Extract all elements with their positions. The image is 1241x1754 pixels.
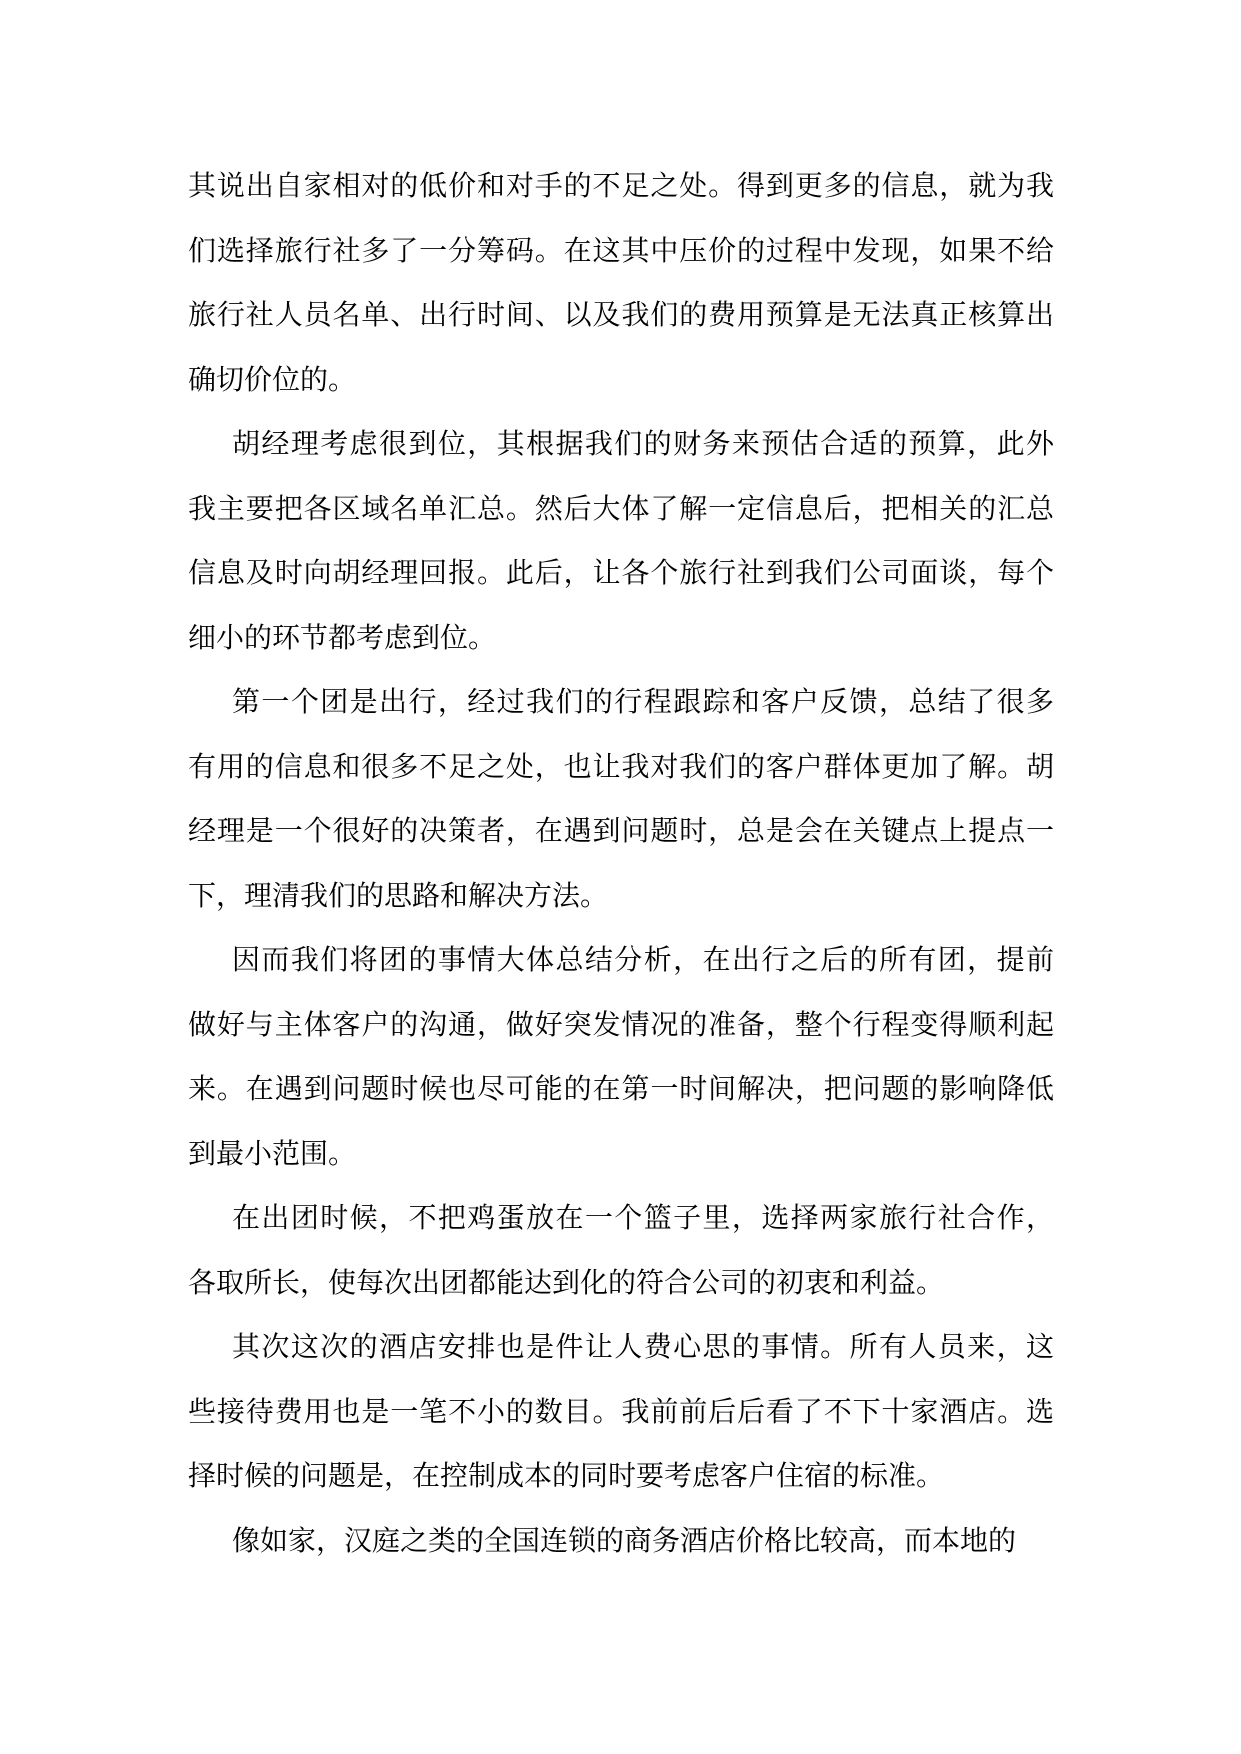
text-line: 旅行社人员名单、出行时间、以及我们的费用预算是无法真正核算出: [188, 298, 1054, 331]
text-line: 我主要把各区域名单汇总。然后大体了解一定信息后，把相关的汇总: [188, 491, 1054, 525]
paragraph: [188, 1315, 1054, 1509]
paragraph: [188, 928, 1054, 1186]
text-line: 信息及时向胡经理回报。此后，让各个旅行社到我们公司面谈，每个: [188, 556, 1054, 589]
body-text: [188, 154, 1054, 1573]
paragraph: [188, 1186, 1054, 1315]
text-line: 确切价位的。: [188, 362, 357, 396]
text-line: 在出团时候，不把鸡蛋放在一个篮子里，选择两家旅行社合作，: [232, 1201, 1054, 1234]
paragraph: [188, 1509, 1054, 1574]
text-line: 择时候的问题是，在控制成本的同时要考虑客户住宿的标准。: [188, 1459, 945, 1492]
text-line: 胡经理考虑很到位，其根据我们的财务来预估合适的预算，此外: [232, 427, 1054, 460]
text-line: 们选择旅行社多了一分筹码。在这其中压价的过程中发现，如果不给: [188, 233, 1054, 267]
text-line: 经理是一个很好的决策者，在遇到问题时，总是会在关键点上提点一: [188, 814, 1054, 847]
text-line: 像如家，汉庭之类的全国连锁的商务酒店价格比较高，而本地的: [232, 1523, 1017, 1557]
text-line: 因而我们将团的事情大体总结分析，在出行之后的所有团，提前: [232, 943, 1054, 976]
paragraph: [188, 670, 1054, 928]
text-line: 到最小范围。: [188, 1136, 357, 1170]
text-line: 其次这次的酒店安排也是件让人费心思的事情。所有人员来，这: [232, 1330, 1054, 1363]
text-line: 来。在遇到问题时候也尽可能的在第一时间解决，把问题的影响降低: [188, 1072, 1054, 1105]
paragraph: [188, 154, 1054, 412]
text-line: 些接待费用也是一笔不小的数目。我前前后后看了不下十家酒店。选: [188, 1394, 1054, 1428]
text-line: 其说出自家相对的低价和对手的不足之处。得到更多的信息，就为我: [188, 169, 1054, 202]
text-line: 做好与主体客户的沟通，做好突发情况的准备，整个行程变得顺利起: [188, 1007, 1054, 1041]
text-line: 下，理清我们的思路和解决方法。: [188, 878, 609, 912]
text-line: 有用的信息和很多不足之处，也让我对我们的客户群体更加了解。胡: [188, 749, 1054, 783]
paragraph: [188, 412, 1054, 670]
text-line: 各取所长，使每次出团都能达到化的符合公司的初衷和利益。: [188, 1265, 945, 1299]
text-line: 细小的环节都考虑到位。: [188, 620, 497, 654]
text-line: 第一个团是出行，经过我们的行程跟踪和客户反馈，总结了很多: [232, 685, 1054, 718]
